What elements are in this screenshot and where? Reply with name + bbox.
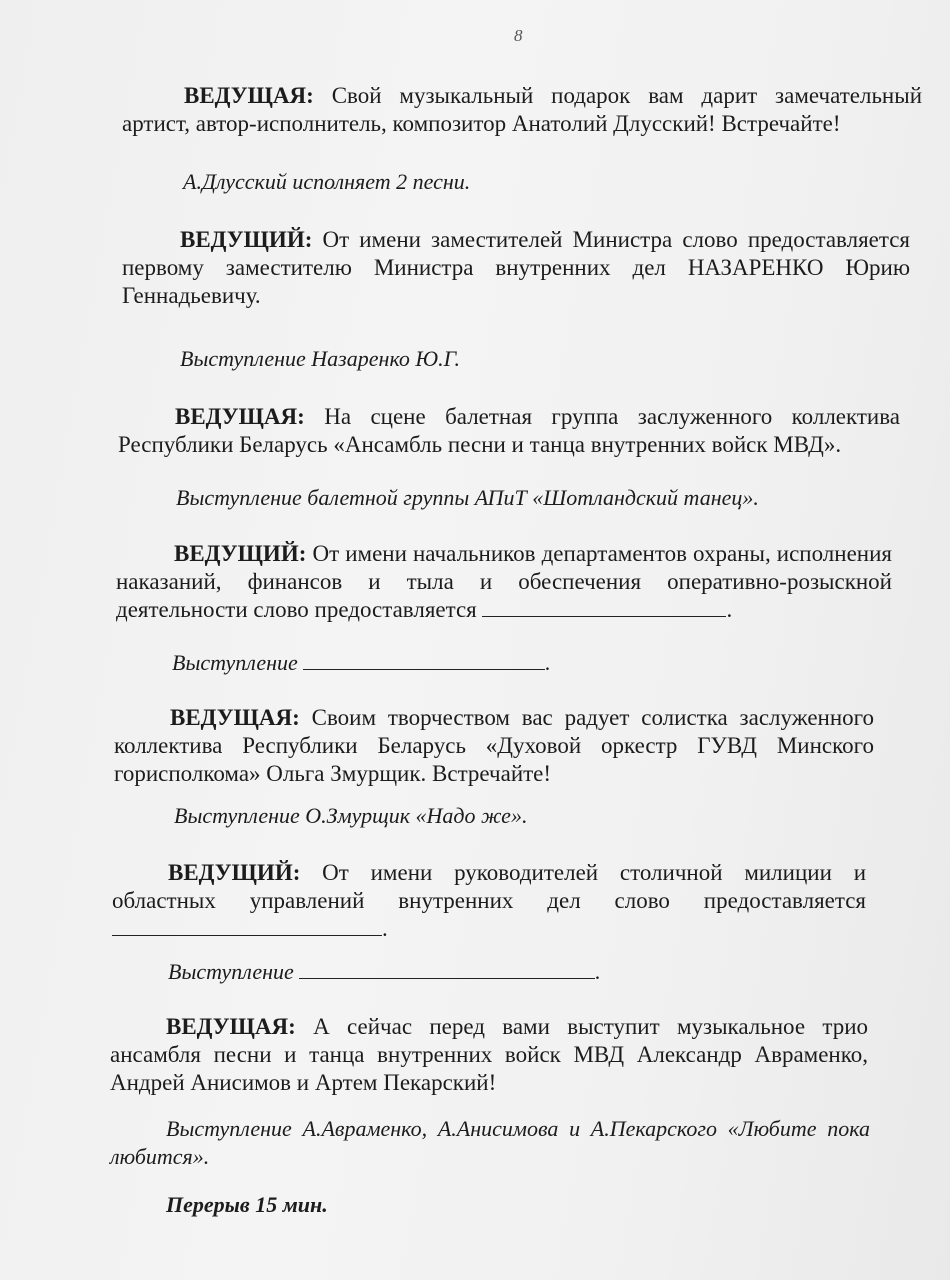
stage-direction: Выступление Назаренко Ю.Г. — [180, 346, 460, 371]
stage-direction: Выступление А.Авраменко, А.Анисимова и А.Пекарского «Любите пока любится». — [110, 1116, 870, 1169]
speaker-role: ВЕДУЩАЯ: — [170, 705, 300, 730]
speech-text: Свой музыкальный подарок вам дарит замечательный артист, автор-исполнитель, композитор Анатолий Длусский! Встречайте! — [122, 83, 922, 136]
speech-text: А сейчас перед вами выступит музыкальное трио ансамбля песни и танца внутренних войск МВД Александр Авраменко, Андрей Анисимов и Артем Пекарский! — [110, 1014, 869, 1095]
host-line — [114, 704, 874, 788]
speaker-role: ВЕДУЩАЯ: — [166, 1014, 296, 1039]
speech-text: От имени заместителей Министра слово предоставляется первому заместителю Министра внутренних дел НАЗАРЕНКО Юрию Геннадьевичу. — [122, 227, 911, 308]
blank-line — [112, 915, 382, 936]
host-line — [122, 82, 922, 138]
host-line — [122, 226, 910, 310]
speaker-role: ВЕДУЩИЙ: — [180, 227, 313, 252]
stage-text: Выступление — [168, 959, 294, 984]
speech-text: Своим творчеством вас радует солистка заслуженного коллектива Республики Беларусь «Духовой оркестр ГУВД Минского горисполкома» Ольга Змурщик. Встречайте! — [114, 705, 875, 786]
stage-direction: Выступление . — [172, 650, 551, 675]
blank-line — [299, 958, 595, 979]
stage-direction: Выступление балетной группы АПиТ «Шотландский танец». — [176, 485, 759, 510]
stage-text: Выступление — [172, 650, 298, 675]
speaker-role: ВЕДУЩАЯ: — [184, 83, 314, 108]
host-line: ВЕДУЩИЙ: От имени руководителей столичной милиции и областных управлений внутренних дел слово предоставляется . — [112, 860, 866, 941]
speech-text: От имени руководителей столичной милиции и областных управлений внутренних дел слово предоставляется — [112, 860, 866, 913]
speech-text: На сцене балетная группа заслуженного коллектива Республики Беларусь «Ансамбль песни и танца внутренних войск МВД». — [118, 404, 901, 457]
speaker-role: ВЕДУЩИЙ: — [168, 860, 301, 885]
blank-line — [482, 596, 726, 617]
speech-text: От имени начальников департаментов охраны, исполнения наказаний, финансов и тыла и обеспечения оперативно-розыскной деятельности слово предоставляется — [116, 541, 892, 622]
stage-direction: А.Длусский исполняет 2 песни. — [183, 169, 471, 194]
page-number: 8 — [514, 26, 523, 45]
speaker-role: ВЕДУЩИЙ: — [174, 541, 307, 566]
speaker-role: ВЕДУЩАЯ: — [175, 404, 305, 429]
host-line: ВЕДУЩИЙ: От имени начальников департаментов охраны, исполнения наказаний, финансов и тыла и обеспечения оперативно-розыскной деятельности слово предоставляется . — [116, 541, 892, 622]
stage-direction: Выступление . — [168, 959, 601, 984]
host-line — [118, 403, 900, 459]
host-line — [110, 1013, 868, 1097]
intermission: Перерыв 15 мин. — [166, 1192, 328, 1217]
blank-line — [303, 649, 545, 670]
stage-direction: Выступление О.Змурщик «Надо же». — [174, 803, 528, 828]
